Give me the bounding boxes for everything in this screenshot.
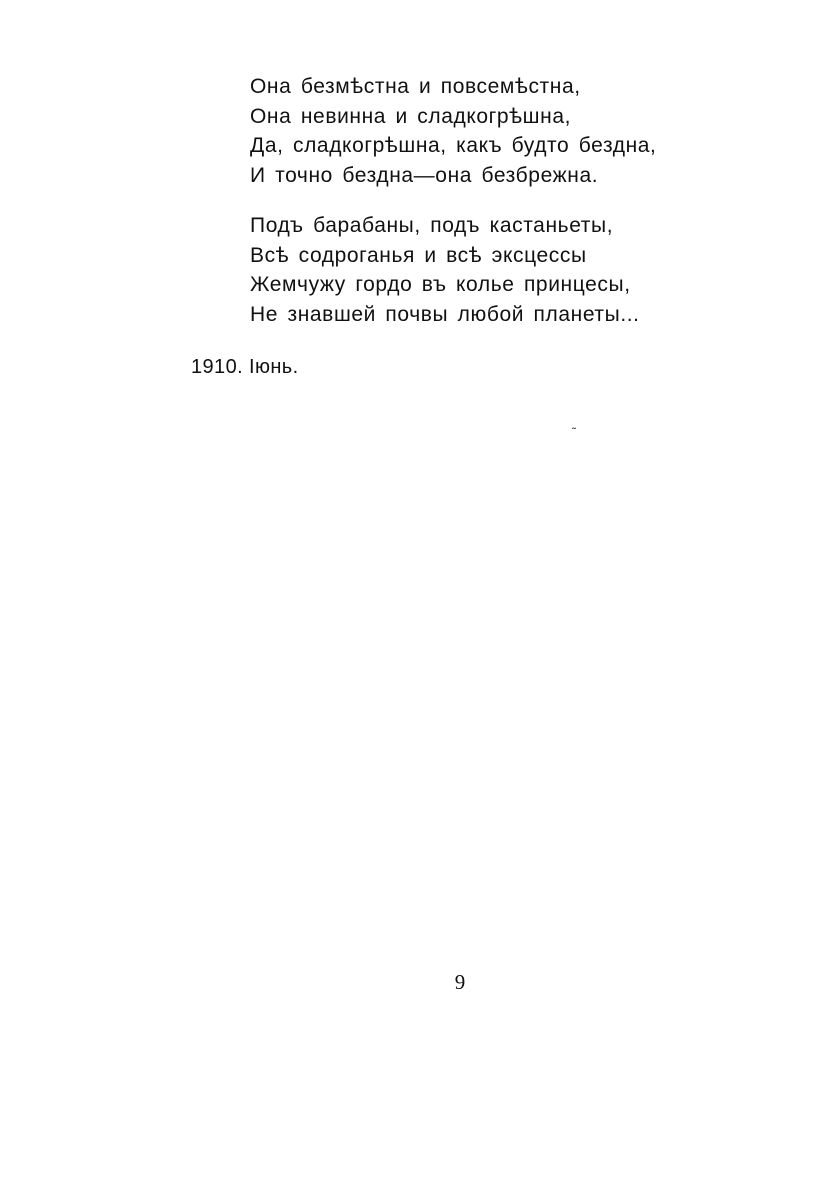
poem-line: И точно бездна—она безбрежна. (250, 163, 599, 187)
poem-line: Подъ барабаны, подъ кастаньеты, (250, 214, 614, 237)
page-number: 9 (454, 970, 466, 994)
poem-line: Жемчужу гордо въ колье принцесы, (250, 273, 631, 296)
poem-stanza-1 (250, 72, 657, 190)
poem-line: Всѣ содроганья и всѣ эксцессы (250, 243, 587, 267)
poem-line: Она безмѣстна и повсемѣстна, (250, 75, 581, 98)
poem-date: 1910. Іюнь. (191, 356, 299, 378)
poem-line: Да, сладкогрѣшна, какъ будто бездна, (250, 134, 657, 157)
poem-line: Не знавшей почвы любой планеты... (250, 302, 640, 326)
poem-line: Она невинна и сладкогрѣшна, (250, 104, 572, 128)
poem-stanza-2 (250, 211, 640, 329)
print-mark: ˜ (572, 425, 576, 439)
